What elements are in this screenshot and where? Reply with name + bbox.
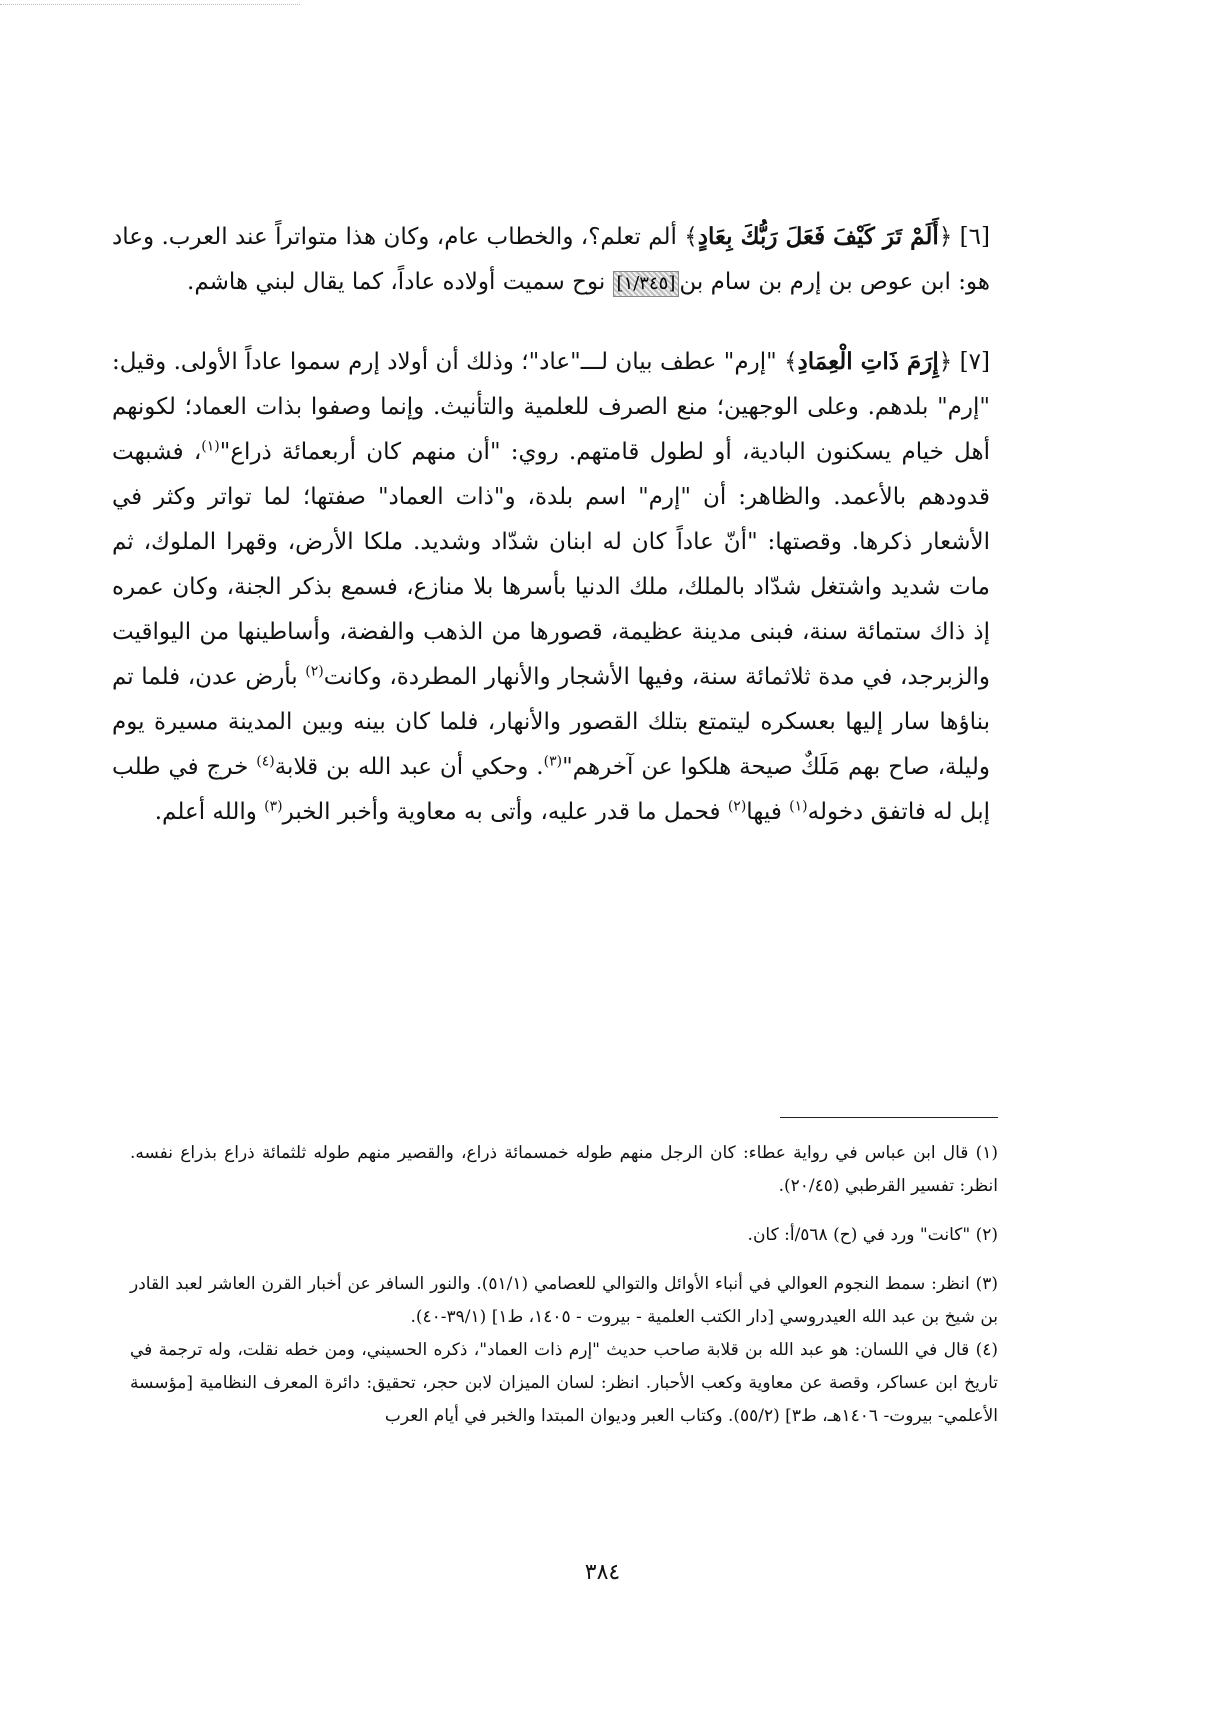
footnote-marker: (٢) xyxy=(727,798,747,815)
quran-quote: إِرَمَ ذَاتِ الْعِمَادِ xyxy=(797,348,939,375)
body-text: نوح سميت أولاده عاداً، كما يقال لبني هاشم. xyxy=(187,269,613,295)
footnote-marker: (٣) xyxy=(543,753,563,770)
footnote-1: (١) قال ابن عباس في رواية عطاء: كان الرجل منهم طوله خمسمائة ذراع، والقصير منهم طوله ثلثمائة ذراع بذراع نفسه. انظر: تفسير القرطبي (٢٠/٤٥). xyxy=(130,1143,998,1196)
manuscript-ref-marker: [١/٣٤٥] xyxy=(613,271,680,297)
quran-quote: أَلَمْ تَرَ كَيْفَ فَعَلَ رَبُّكَ بِعَادٍ xyxy=(697,223,939,250)
footnote-marker: (٣) xyxy=(264,798,283,815)
main-text xyxy=(112,214,990,835)
body-text: والله أعلم. xyxy=(154,799,265,825)
footnote-3: (٣) انظر: سمط النجوم العوالي في أنباء الأوائل والتوالي للعصامي (٥١/١). والنور السافر عن أخبار القرن العاشر لعبد القادر بن شيخ بن عبد الله العيدروسي [دار الكتب العلمية - بيروت - ١٤٠٥، ط١] (٣٩/١-٤٠). xyxy=(130,1274,998,1327)
body-text: ﴿ xyxy=(938,349,960,375)
footnote-separator xyxy=(780,1117,998,1118)
body-text: ﴿ xyxy=(938,224,960,250)
top-dotted-rule xyxy=(0,4,300,5)
body-text: فحمل ما قدر عليه، وأتى به معاوية وأخبر الخبر xyxy=(282,799,728,825)
body-text: بأرض عدن، فلما تم بناؤها سار إليها بعسكره ليتمتع بتلك القصور والأنهار، فلما كان بينه وبين المدينة مسيرة يوم وليلة، صاح بهم مَلَكٌ صيحة هلكوا عن آخرهم" xyxy=(112,664,990,780)
paragraph xyxy=(112,339,990,835)
body-text: ، فشبهت قدودهم بالأعمد. والظاهر: أن "إرم" اسم بلدة، و"ذات العماد" صفتها؛ لما تواتر وكثر في الأشعار ذكرها. وقصتها: "أنّ عاداً كان له ابنان شدّاد وشديد. ملكا الأرض، وقهرا الملوك، ثم مات شديد واشتغل شدّاد بالملك، ملك الدنيا بأسرها بلا منازع، فسمع بذكر الجنة، وكان عمره إذ ذاك ستمائة سنة، فبنى مدينة عظيمة، قصورها من الذهب والفضة، وأساطينها من اليواقيت والزبرجد، في مدة ثلاثمائة سنة، وفيها الأشجار والأنهار المطردة، وكانت xyxy=(112,439,990,690)
verse-number: [٧] xyxy=(959,349,990,375)
verse-number: [٦] xyxy=(959,224,990,250)
body-text: ﴾ ألم تعلم؟، والخطاب عام، وكان هذا متواتراً عند العرب. وعاد هو: ابن عوص بن إرم بن سام بن xyxy=(112,224,990,295)
footnote-2: (٢) "كانت" ورد في (ح) ٥٦٨/أ: كان. xyxy=(747,1225,998,1245)
footnote-marker: (٤) xyxy=(256,753,275,770)
footnote-marker: (١) xyxy=(789,798,808,815)
body-text: . وحكي أن عبد الله بن قلابة xyxy=(274,754,544,780)
footnote-marker: (٢) xyxy=(305,663,324,680)
footnotes xyxy=(130,1137,998,1449)
footnote-marker: (١) xyxy=(201,438,220,455)
paragraph xyxy=(112,214,990,305)
body-text: خرج في طلب إبل له فاتفق دخوله xyxy=(112,754,990,825)
footnote-4: (٤) قال في اللسان: هو عبد الله بن قلابة صاحب حديث "إرم ذات العماد"، ذكره الحسيني، ومن خطه نقلت، وله ترجمة في تاريخ ابن عساكر، وقصة عن معاوية وكعب الأحبار. انظر: لسان الميزان لابن حجر، تحقيق: دائرة المعرف النظامية [مؤسسة الأعلمي- بيروت- ١٤٠٦هـ، ط٣] (٥٥/٢). وكتاب العبر وديوان المبتدا والخبر في أيام العرب xyxy=(130,1340,998,1426)
body-text: ﴾ "إرم" عطف بيان لـــ"عاد"؛ وذلك أن أولاد إرم سموا عاداً الأولى. وقيل: "إرم" بلدهم. وعلى الوجهين؛ منع الصرف للعلمية والتأنيث. وإنما وصفوا بذات العماد؛ لكونهم أهل خيام يسكنون البادية، أو لطول قامتهم. روي: "أن منهم كان أربعمائة ذراع" xyxy=(112,349,990,465)
body-text: فيها xyxy=(746,799,790,825)
page-number: ٣٨٤ xyxy=(584,1560,621,1585)
